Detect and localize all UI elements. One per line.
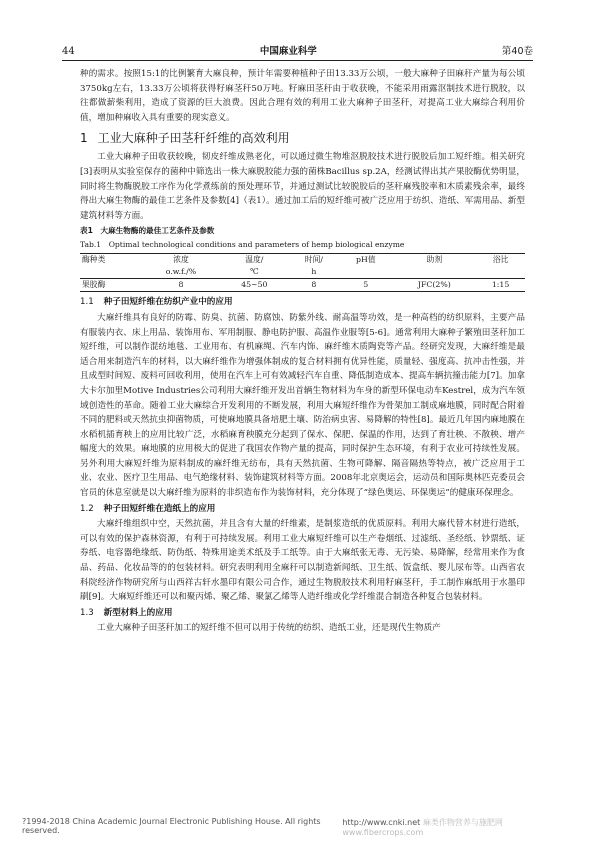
volume-label: 第40卷 — [501, 46, 533, 57]
table-unit-cell — [393, 266, 477, 279]
table-caption-en: Tab.1 Optimal technological conditions and parameters of hemp biological enzyme — [80, 240, 405, 250]
header-rule — [62, 60, 533, 61]
table-header-cell: 浴比 — [492, 255, 509, 265]
copyright-notice: ?1994-2018 China Academic Journal Electronic Publishing House. All rights reserved. — [22, 817, 321, 835]
subsection-heading — [80, 502, 525, 517]
site-link[interactable]: http://www.cnki.net — [342, 818, 421, 827]
table-unit-cell: h — [289, 266, 339, 279]
paragraph: 大麻纤维具有良好的防霉、防臭、抗菌、防腐蚀、防紫外线、耐高温等功效，是一种高档的纺织原料，主要产品有服装内衣、床上用品、装饰用布、军用制服、静电防护服、高温作业服等[5-6]。通常利用大麻种子繁殖田茎秆加工短纤维，可以制作混纺地毯、工业用布、有机麻绳、汽车内饰、麻纤维木质陶瓷等产品。经研究发现，大麻纤维是最适合用来制造汽车的材料，以大麻纤维作为增强体制成的复合材料拥有优异性能，质量轻、强度高、抗冲击性强，并且成型时间短、废料可回收利用，使用在汽车上可有效减轻汽车自重、降低制造成本、提高车辆抗撞击能力[7]。加拿大卡尔加里Motive Industries公司利用大麻纤维开发出首辆生物材料为车身的新型环保电动车Kestrel，成为汽车领域创造性的革命。随着工业大麻综合开发利用的不断发展，利用大麻短纤维作为骨架加工制成麻地膜，同时配合附着不同的肥料或天然抗虫抑菌物质，可使麻地膜具备培肥土壤、防治病虫害、易降解的特性[8]。最近几年国内麻地膜在水稻机插育秧上的应用比较广泛，水稻麻育秧膜充分起到了保水、保肥、保温的作用，达到了育壮秧、不散秧、增产幅度大的效果。麻地膜的应用极大的促进了我国农作物产量的提高，同时保护生态环境，有利于农业可持续性发展。另外利用大麻短纤维为原料制成的麻纤维无纺布，具有天然抗菌、生物可降解、隔音隔热等特点，被广泛应用于工业、农业、医疗卫生用品、电气绝缘材料、装饰建筑材料等方面。2008年北京奥运会，运动员和国际奥林匹克委员会官员的休息室就是以大麻纤维为原料的非织造布作为装饰材料，充分体现了“绿色奥运、环保奥运”的健康环保理念。 — [80, 312, 525, 499]
subsection-heading — [80, 295, 525, 310]
subsection-title: 新型材料上的应用 — [103, 607, 173, 618]
page-footer — [22, 817, 573, 837]
section-heading — [80, 129, 525, 147]
subsection-heading — [80, 606, 525, 621]
table-header-cell: 浓度 — [173, 255, 189, 265]
table-unit-cell: o.w.f./% — [142, 266, 220, 279]
paragraph: 种的需求。按照15:1的比例繁育大麻良种，预计年需要种植种子田13.33万公顷，一般大麻种子田麻秆产量为每公顷3750kg左右，13.33万公顷将获得籽麻茎秆50万吨。籽麻田茎秆由于收获晚，不能采用雨露沤制技术进行脱胶，以往都做薪柴利用，造成了资源的巨大浪费。因此合理有效的利用工业大麻种子田茎秆，对提高工业大麻综合利用价值，增加种麻收入具有重要的现实意义。 — [80, 69, 525, 123]
watermark: 麻类作物营养与施肥网 www.fibercrops.com — [342, 818, 503, 837]
table-cell: 8 — [178, 280, 184, 290]
table-header-row — [80, 254, 525, 267]
table-unit-cell — [80, 266, 142, 279]
section-number: 1 — [80, 131, 88, 146]
table-header-cell: pH值 — [355, 255, 376, 265]
table-cell: 5 — [363, 280, 369, 290]
table-header-cell: 时间/ — [304, 255, 324, 265]
article-body — [80, 67, 525, 636]
subsection-number: 1.2 — [80, 503, 94, 514]
table-cell: 45~50 — [241, 280, 268, 290]
table-unit-cell — [339, 266, 392, 279]
table-row — [80, 279, 525, 292]
subsection-title: 种子田短纤维在纺织产业中的应用 — [103, 297, 233, 308]
table-caption-cn: 表1 大麻生物酶的最佳工艺条件及参数 — [80, 226, 215, 236]
parameters-table — [80, 253, 525, 292]
table-header-cell: 温度/ — [245, 255, 264, 265]
subsection-number: 1.3 — [80, 607, 94, 618]
table-cell: 果胶酶 — [82, 280, 106, 290]
paragraph: 大麻纤维组织中空，天然抗菌，并且含有大量的纤维素，是制浆造纸的优质原料。利用大麻代替木材进行造纸，可以有效的保护森林资源，有利于可持续发展。利用工业大麻短纤维可以生产卷烟纸、过滤纸、圣经纸、钞票纸、证券纸、电容器绝缘纸、防伪纸、特殊用途美术纸及手工纸等。由于大麻纸张无毒、无污染、易降解，经常用来作为食品、药品、化妆品等的的包装材料。研究表明利用全麻秆可以制造新闻纸、卫生纸、饭盒纸、婴儿尿布等。山西省农科院经济作物研究所与山西祥古轩水墨印有限公司合作，通过生物脱胶技术利用籽麻茎秆，手工制作麻纸用于水墨印刷[9]。大麻短纤维还可以和聚丙烯、聚乙烯、聚氯乙烯等人造纤维或化学纤维混合制造各种复合包装材料。 — [80, 519, 525, 603]
table-cell: 8 — [311, 280, 317, 290]
journal-title: 中国麻业科学 — [259, 46, 317, 57]
table-unit-cell: ℃ — [220, 266, 289, 279]
table-cell: JFC(2%) — [417, 280, 451, 290]
page-number: 44 — [62, 46, 75, 57]
table-header-cell: 助剂 — [426, 255, 443, 265]
table-unit-cell — [476, 266, 525, 279]
subsection-number: 1.1 — [80, 297, 94, 308]
table-cell: 1:15 — [491, 280, 510, 290]
paragraph: 工业大麻种子田茎秆加工的短纤维不但可以用于传统的纺织、造纸工业，还是现代生物质产 — [97, 623, 441, 634]
table-header-cell: 酶种类 — [82, 255, 106, 265]
table-unit-row — [80, 266, 525, 279]
running-header — [62, 41, 533, 57]
subsection-title: 种子田短纤维在造纸上的应用 — [103, 503, 216, 514]
paragraph: 工业大麻种子田收获较晚，韧皮纤维成熟老化，可以通过微生物堆沤脱胶技术进行脱胶后加工短纤维。相关研究[3]表明从实验室保存的菌种中筛选出一株大麻脱胶能力强的菌株Bacillus sp.2A，经测试得出其产果胶酶优势明显，同时将生物酶脱胶工序作为化学煮练前的预处理环节，并通过测试比较脱胶后的茎秆麻残胶率和木质素残余率，最终得出大麻生物酶的最佳工艺条件及参数[4]（表1）。通过加工后的短纤维可被广泛应用于纺织、造纸、军需用品、新型建筑材料等方面。 — [80, 152, 525, 221]
section-title: 工业大麻种子田茎秆纤维的高效利用 — [97, 131, 290, 146]
